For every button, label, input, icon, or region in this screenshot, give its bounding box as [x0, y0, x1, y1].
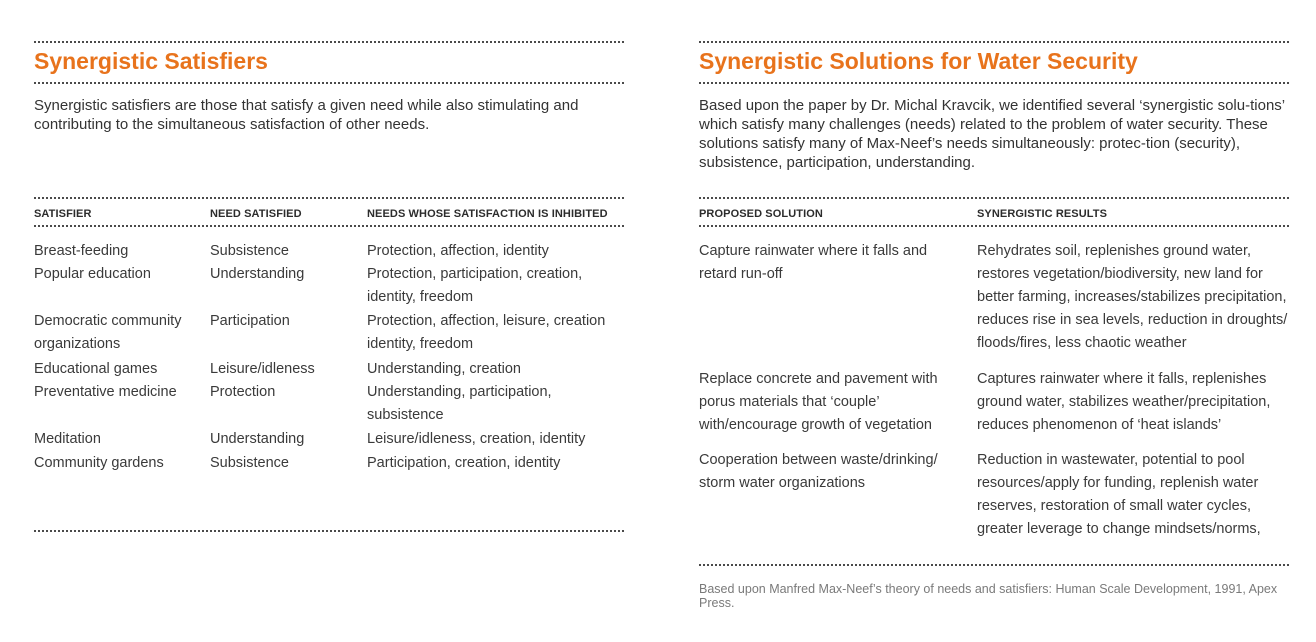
divider-table-header — [699, 225, 1289, 227]
source-footnote: Based upon Manfred Max-Neef’s theory of needs and satisfiers: Human Scale Development, 1991, Apex Press. — [699, 582, 1278, 610]
intro-paragraph: Synergistic satisfiers are those that satisfy a given need while also stimulating and contributing to the simultaneous satisfaction of other needs. — [34, 97, 579, 133]
satisfier-cell: Democratic community organizations — [34, 313, 182, 352]
satisfier-cell: Meditation — [34, 431, 101, 447]
need-cell: Leisure/idleness — [210, 361, 315, 377]
satisfier-cell: Educational games — [34, 361, 158, 377]
panel-title: Synergistic Solutions for Water Security — [699, 48, 1138, 74]
satisfier-cell: Popular education — [34, 266, 151, 282]
inhibited-cell: Protection, affection, leisure, creation identity, freedom — [367, 313, 606, 352]
col-header-satisfier: SATISFIER — [34, 208, 92, 220]
inhibited-cell: Protection, affection, identity — [367, 243, 549, 259]
results-cell: Rehydrates soil, replenishes ground water, restores vegetation/biodiversity, new land for better farming, increases/stabilizes precipitation, reduces rise in sea levels, reduction in droughts/ floods/fires, less chaotic weather — [977, 243, 1288, 351]
divider-top — [34, 41, 624, 43]
need-cell: Subsistence — [210, 455, 289, 471]
results-cell: Reduction in wastewater, potential to pool resources/apply for funding, replenish water reserves, restoration of small water cycles, greater leverage to change mindsets/norms, — [977, 452, 1261, 537]
need-cell: Subsistence — [210, 243, 289, 259]
satisfier-cell: Community gardens — [34, 455, 164, 471]
inhibited-cell: Participation, creation, identity — [367, 455, 561, 471]
satisfier-cell: Preventative medicine — [34, 384, 177, 400]
solution-cell: Cooperation between waste/drinking/ storm water organizations — [699, 452, 938, 491]
divider-table-header — [34, 225, 624, 227]
divider-table-top — [34, 197, 624, 199]
need-cell: Protection — [210, 384, 276, 400]
intro-paragraph: Based upon the paper by Dr. Michal Kravcik, we identified several ‘synergistic solu-tions’ which satisfy many challenges (needs) related to the problem of water security. These solutions satisfy many of Max-Neef’s needs simultaneously: protec-tion (security), subsistence, participation, understanding. — [699, 97, 1285, 171]
divider-table-bottom — [34, 530, 624, 532]
solution-cell: Replace concrete and pavement with porus materials that ‘couple’ with/encourage growth of vegetation — [699, 371, 938, 433]
inhibited-cell: Understanding, creation — [367, 361, 521, 377]
col-header-need-satisfied: NEED SATISFIED — [210, 208, 302, 220]
satisfier-cell: Breast-feeding — [34, 243, 129, 259]
inhibited-cell: Understanding, participation, subsistence — [367, 384, 552, 423]
col-header-synergistic-results: SYNERGISTIC RESULTS — [977, 208, 1108, 220]
need-cell: Understanding — [210, 431, 305, 447]
col-header-proposed-solution: PROPOSED SOLUTION — [699, 208, 823, 220]
divider-table-bottom — [699, 564, 1289, 566]
divider-title — [34, 82, 624, 84]
divider-title — [699, 82, 1289, 84]
panel-title: Synergistic Satisfiers — [34, 48, 268, 74]
col-header-needs-inhibited: NEEDS WHOSE SATISFACTION IS INHIBITED — [367, 208, 608, 220]
inhibited-cell: Protection, participation, creation, identity, freedom — [367, 266, 583, 305]
results-cell: Captures rainwater where it falls, replenishes ground water, stabilizes weather/precipitation, reduces phenomenon of ‘heat islands’ — [977, 371, 1271, 433]
need-cell: Understanding — [210, 266, 305, 282]
divider-table-top — [699, 197, 1289, 199]
need-cell: Participation — [210, 313, 290, 329]
solution-cell: Capture rainwater where it falls and retard run-off — [699, 243, 928, 282]
inhibited-cell: Leisure/idleness, creation, identity — [367, 431, 586, 447]
divider-top — [699, 41, 1289, 43]
